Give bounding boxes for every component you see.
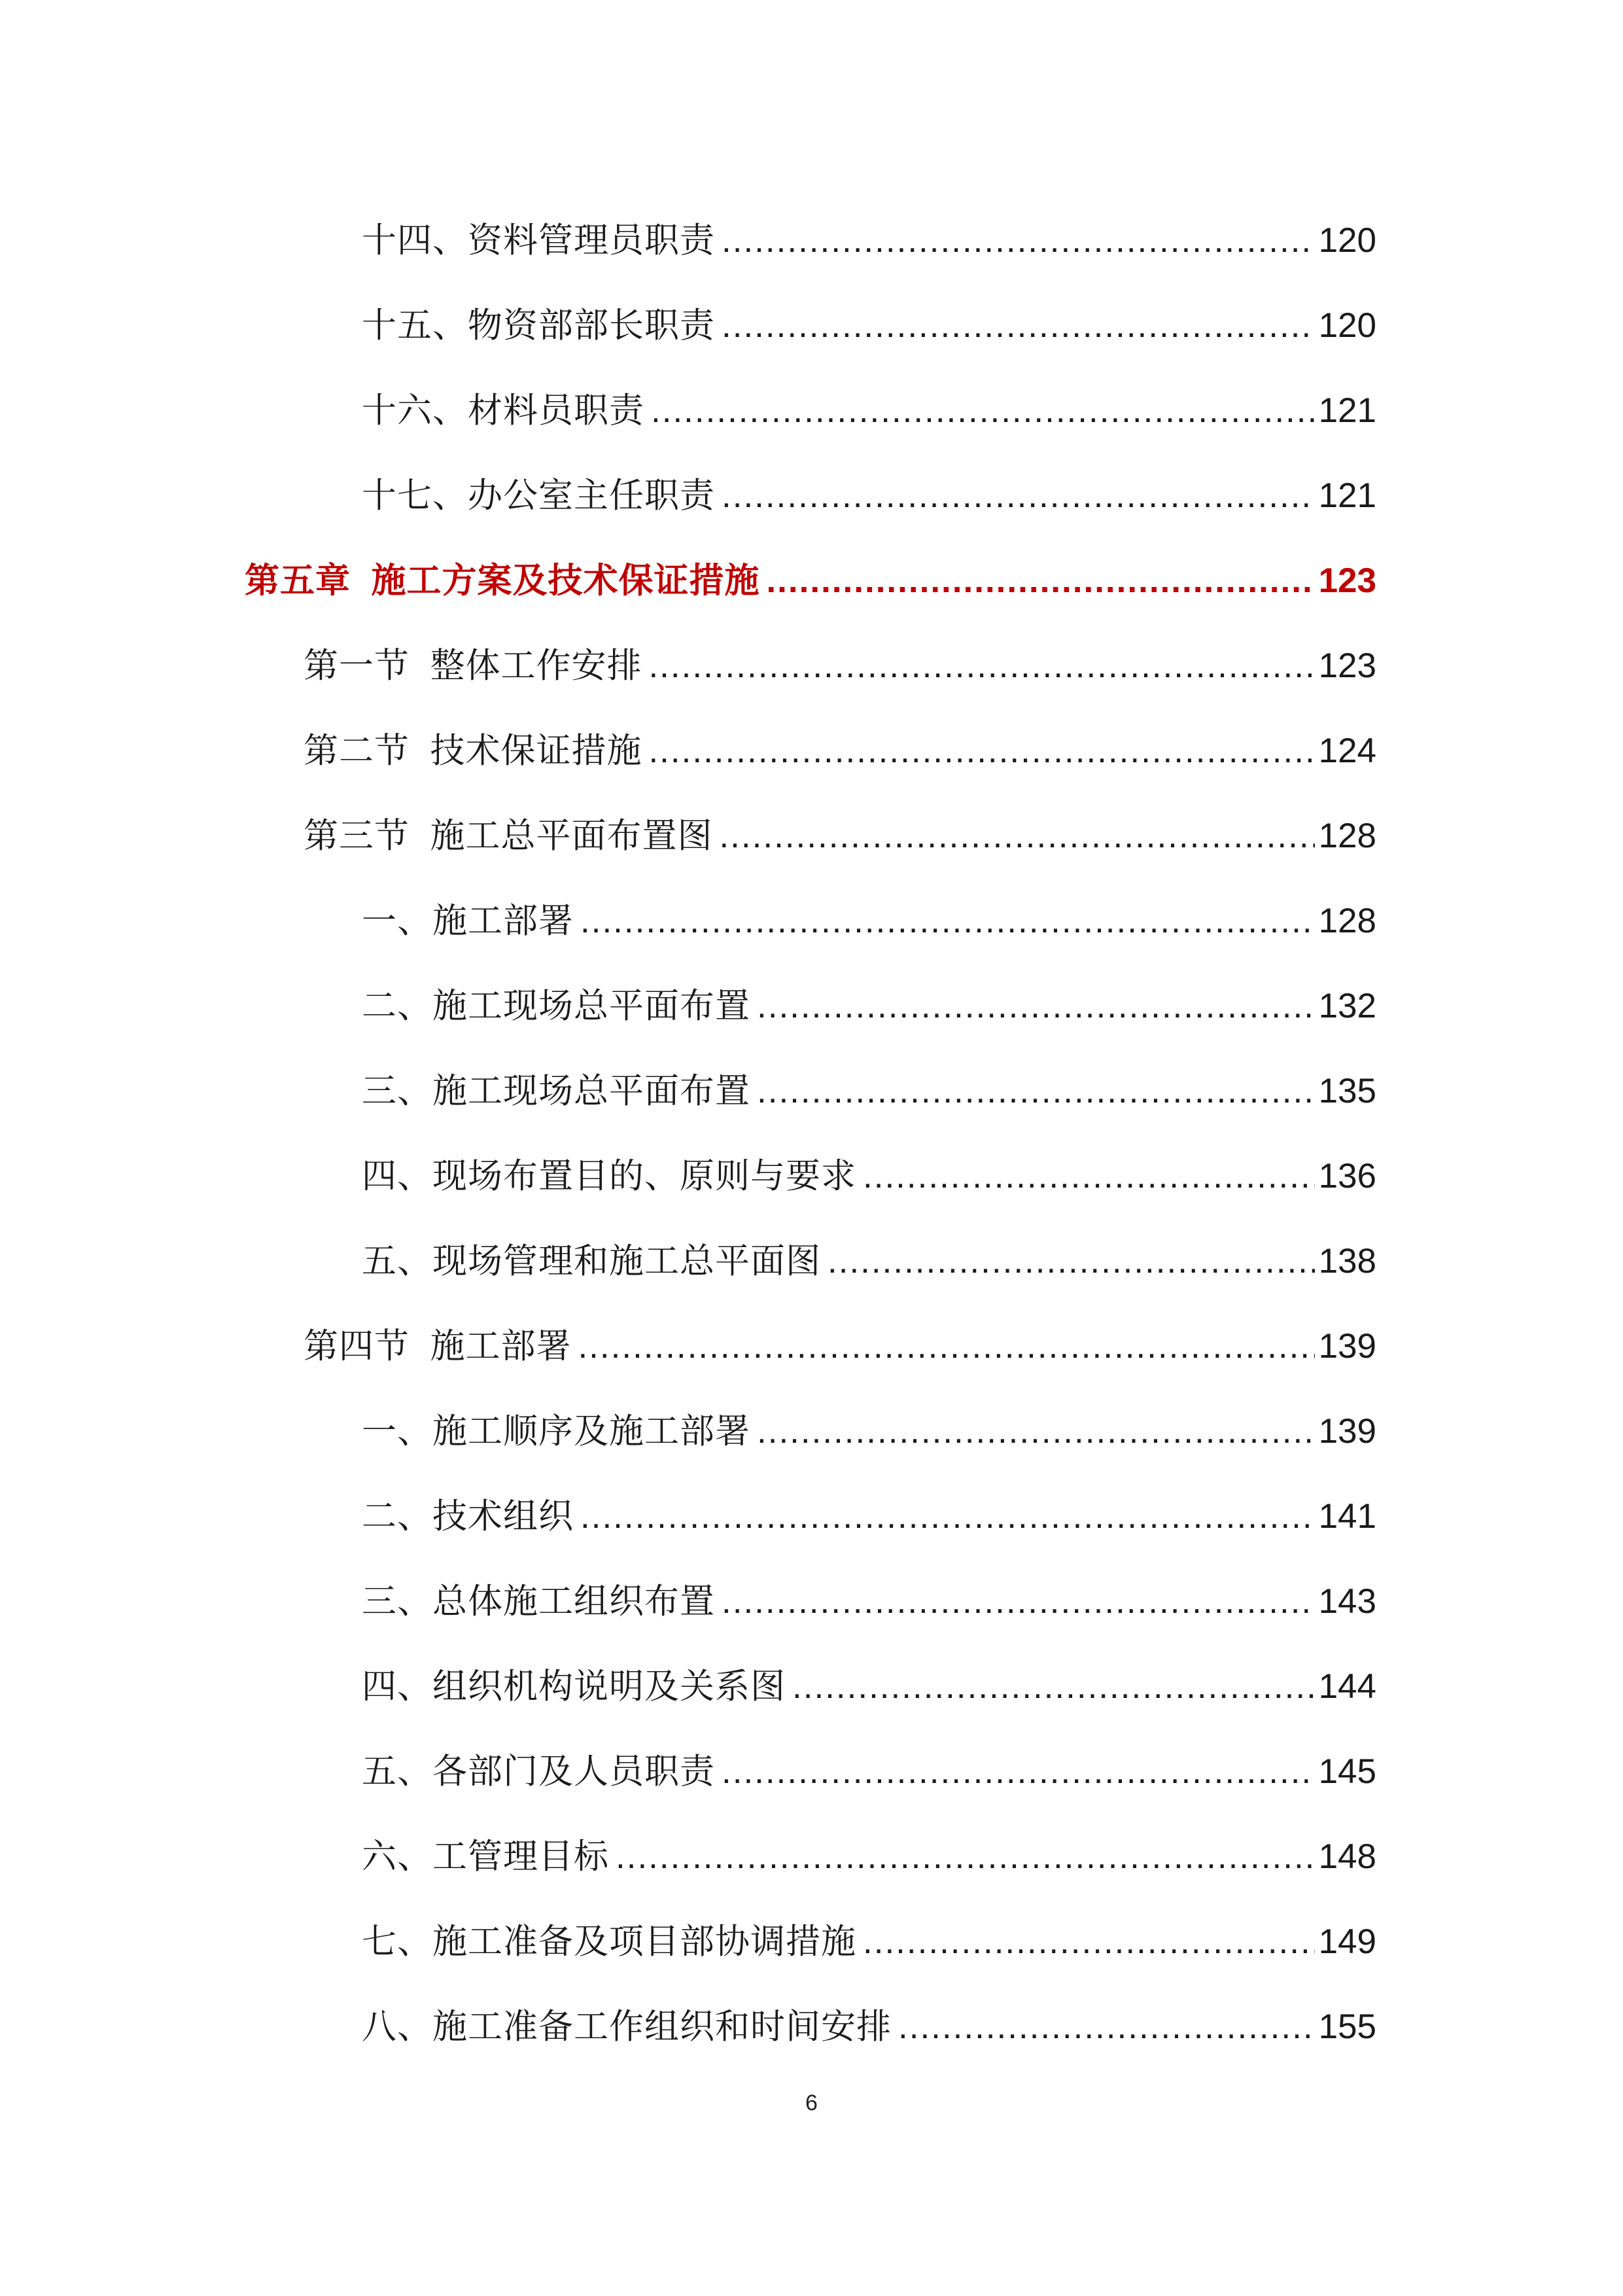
toc-entry-page: 136 (1318, 1157, 1376, 1195)
toc-entry[interactable] (362, 1491, 1376, 1543)
toc-entry-page: 141 (1318, 1497, 1376, 1536)
dot-leader (792, 1661, 1315, 1713)
toc-entry[interactable] (362, 1065, 1376, 1118)
toc-entry-label: 三、施工现场总平面布置 (362, 1072, 750, 1110)
toc-entry[interactable] (362, 980, 1376, 1033)
dot-leader (757, 980, 1315, 1033)
toc-entry[interactable] (362, 1235, 1376, 1288)
toc-entry[interactable] (362, 895, 1376, 947)
toc-entry-label: 第五章 施工方案及技术保证措施 (245, 561, 760, 600)
toc-entry[interactable] (362, 1746, 1376, 1798)
dot-leader (580, 895, 1315, 947)
toc-section-entry[interactable] (304, 810, 1376, 862)
toc-entry[interactable] (362, 470, 1376, 522)
toc-entry-label: 四、组织机构说明及关系图 (362, 1667, 786, 1706)
page-number: 6 (805, 2091, 818, 2115)
toc-entry[interactable] (362, 215, 1376, 267)
toc-entry-label: 十四、资料管理员职责 (362, 221, 715, 260)
toc-entry-label: 第二节 技术保证措施 (304, 732, 642, 770)
dot-leader (580, 1491, 1315, 1543)
toc-entry-page: 128 (1318, 817, 1376, 855)
toc-entry-page: 123 (1318, 646, 1376, 685)
dot-leader (757, 1405, 1315, 1458)
dot-leader (828, 1235, 1315, 1288)
toc-entry-page: 128 (1318, 902, 1376, 940)
dot-leader (616, 1831, 1315, 1883)
toc-section-entry[interactable] (304, 1320, 1376, 1373)
toc-entry-label: 五、现场管理和施工总平面图 (362, 1242, 821, 1280)
toc-section-entry[interactable] (304, 725, 1376, 777)
dot-leader (648, 725, 1314, 777)
toc-entry[interactable] (362, 2001, 1376, 2053)
toc-entry-label: 二、施工现场总平面布置 (362, 987, 750, 1025)
toc-entry[interactable] (362, 1150, 1376, 1203)
toc-entry-page: 139 (1318, 1412, 1376, 1451)
toc-entry-page: 139 (1318, 1327, 1376, 1366)
dot-leader (863, 1916, 1315, 1968)
toc-entry-label: 第三节 施工总平面布置图 (304, 817, 713, 855)
dot-leader (648, 640, 1314, 692)
toc-entry-page: 155 (1318, 2007, 1376, 2046)
toc-entry[interactable] (362, 1916, 1376, 1968)
toc-entry-label: 四、现场布置目的、原则与要求 (362, 1157, 856, 1195)
toc-entry-page: 135 (1318, 1072, 1376, 1110)
dot-leader (651, 385, 1315, 437)
toc-entry-page: 121 (1318, 476, 1376, 515)
toc-entry-label: 十七、办公室主任职责 (362, 476, 715, 515)
dot-leader (722, 300, 1315, 352)
toc-entry-page: 148 (1318, 1837, 1376, 1876)
toc-chapter-entry[interactable] (245, 555, 1376, 607)
toc-entry-label: 一、施工部署 (362, 902, 574, 940)
dot-leader (722, 1576, 1315, 1628)
toc-entry-page: 121 (1318, 391, 1376, 430)
toc-entry-page: 144 (1318, 1667, 1376, 1706)
toc-entry-label: 五、各部门及人员职责 (362, 1752, 715, 1791)
dot-leader (722, 1746, 1315, 1798)
toc-entry-label: 第四节 施工部署 (304, 1327, 572, 1366)
toc-entry-label: 三、总体施工组织布置 (362, 1582, 715, 1621)
dot-leader (722, 470, 1315, 522)
dot-leader (757, 1065, 1315, 1118)
dot-leader (722, 215, 1315, 267)
toc-entry-label: 十五、物资部部长职责 (362, 306, 715, 345)
toc-entry[interactable] (362, 385, 1376, 437)
dot-leader (898, 2001, 1315, 2053)
toc-entry-label: 一、施工顺序及施工部署 (362, 1412, 750, 1451)
toc-entry[interactable] (362, 1405, 1376, 1458)
dot-leader (578, 1320, 1314, 1373)
toc-entry-page: 149 (1318, 1922, 1376, 1961)
toc-entry[interactable] (362, 1661, 1376, 1713)
dot-leader (863, 1150, 1315, 1203)
toc-entry-label: 七、施工准备及项目部协调措施 (362, 1922, 856, 1961)
toc-entry-page: 123 (1318, 561, 1376, 600)
toc-entry-page: 120 (1318, 306, 1376, 345)
toc-entry[interactable] (362, 300, 1376, 352)
toc-entry-page: 120 (1318, 221, 1376, 260)
toc-entry-label: 八、施工准备工作组织和时间安排 (362, 2007, 892, 2046)
toc-entry-label: 第一节 整体工作安排 (304, 646, 642, 685)
toc-entry-label: 十六、材料员职责 (362, 391, 644, 430)
toc-entry-label: 六、工管理目标 (362, 1837, 609, 1876)
toc-entry[interactable] (362, 1576, 1376, 1628)
toc-entry-page: 124 (1318, 732, 1376, 770)
dot-leader (766, 555, 1314, 607)
toc-section-entry[interactable] (304, 640, 1376, 692)
toc-entry-page: 138 (1318, 1242, 1376, 1280)
toc-entry-page: 132 (1318, 987, 1376, 1025)
toc-entry[interactable] (362, 1831, 1376, 1883)
dot-leader (719, 810, 1314, 862)
toc-entry-label: 二、技术组织 (362, 1497, 574, 1536)
toc-entry-page: 145 (1318, 1752, 1376, 1791)
toc-entry-page: 143 (1318, 1582, 1376, 1621)
